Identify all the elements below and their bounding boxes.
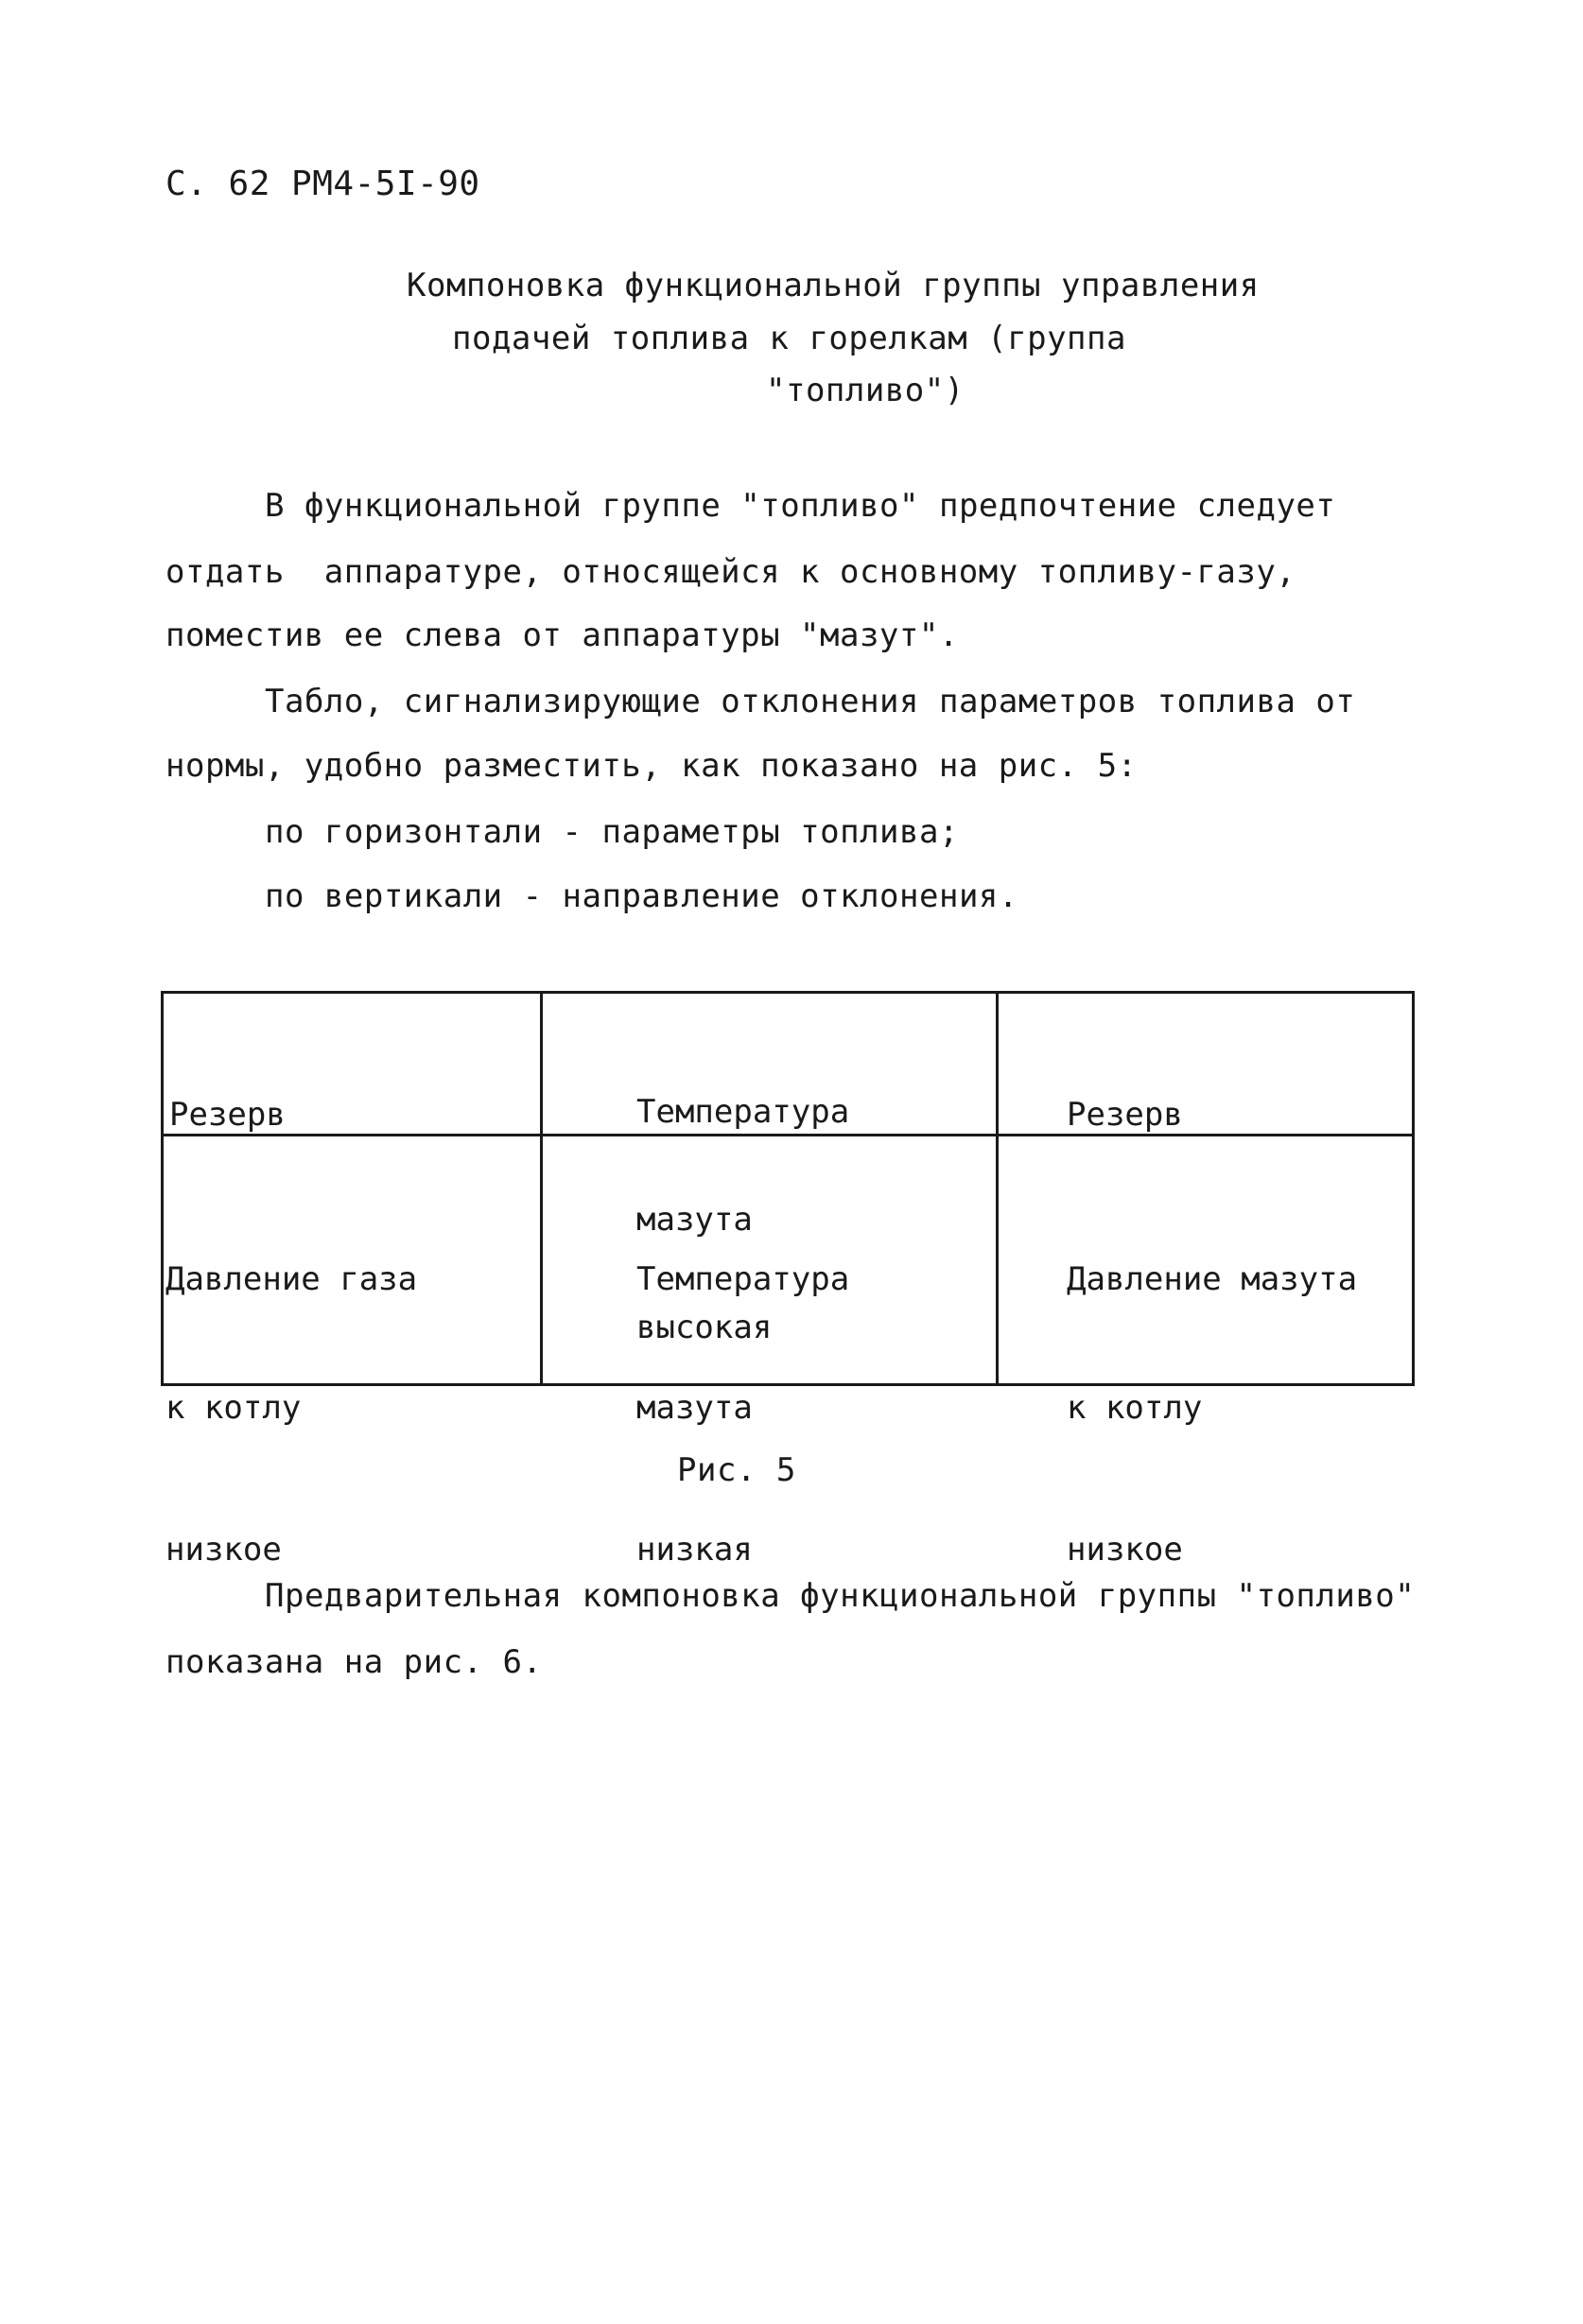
paragraph-1-line-1: В функциональной группе "топливо" предпочтение следует [265,487,1336,525]
table-divider [540,994,543,1383]
cell-text: к котлу [165,1389,302,1427]
table-divider [996,994,999,1383]
figure-caption: Рис. 5 [677,1451,796,1489]
cell-text: Резерв [169,1096,286,1134]
paragraph-3-line-2: показана на рис. 6. [165,1643,543,1681]
paragraph-2-line-1: Табло, сигнализирующие отклонения параметров топлива от [265,683,1356,720]
cell-text: высокая [636,1309,773,1346]
section-title-line-2: подачей топлива к горелкам (группа [452,320,1126,357]
cell-text: мазута [636,1201,753,1239]
cell-text: низкая [636,1531,753,1569]
paragraph-3-line-1: Предварительная компоновка функциональной группы "топливо" [265,1577,1416,1615]
cell-text: Резерв [1067,1096,1183,1134]
cell-text: к котлу [1067,1389,1203,1427]
cell-text: мазута [636,1389,753,1427]
list-item: по горизонтали - параметры топлива; [265,813,959,851]
cell-text: низкое [165,1531,282,1569]
cell-text: низкое [1067,1531,1183,1569]
paragraph-2-line-2: нормы, удобно разместить, как показано на рис. 5: [165,747,1138,785]
page-header: С. 62 РМ4-5I-90 [165,165,480,203]
cell-text: Давление газа [165,1260,418,1298]
paragraph-1-line-2: отдать аппаратуре, относящейся к основному топливу-газу, [165,553,1296,591]
section-title-line-1: Компоновка функциональной группы управления [407,267,1260,304]
cell-text: Температура [636,1260,850,1298]
cell-text: Давление мазута [1067,1260,1358,1298]
cell-text: Температура [636,1093,850,1131]
paragraph-1-line-3: поместив ее слева от аппаратуры "мазут". [165,616,959,654]
section-title-line-3: "топливо") [766,372,965,409]
list-item: по вертикали - направление отклонения. [265,877,1018,915]
